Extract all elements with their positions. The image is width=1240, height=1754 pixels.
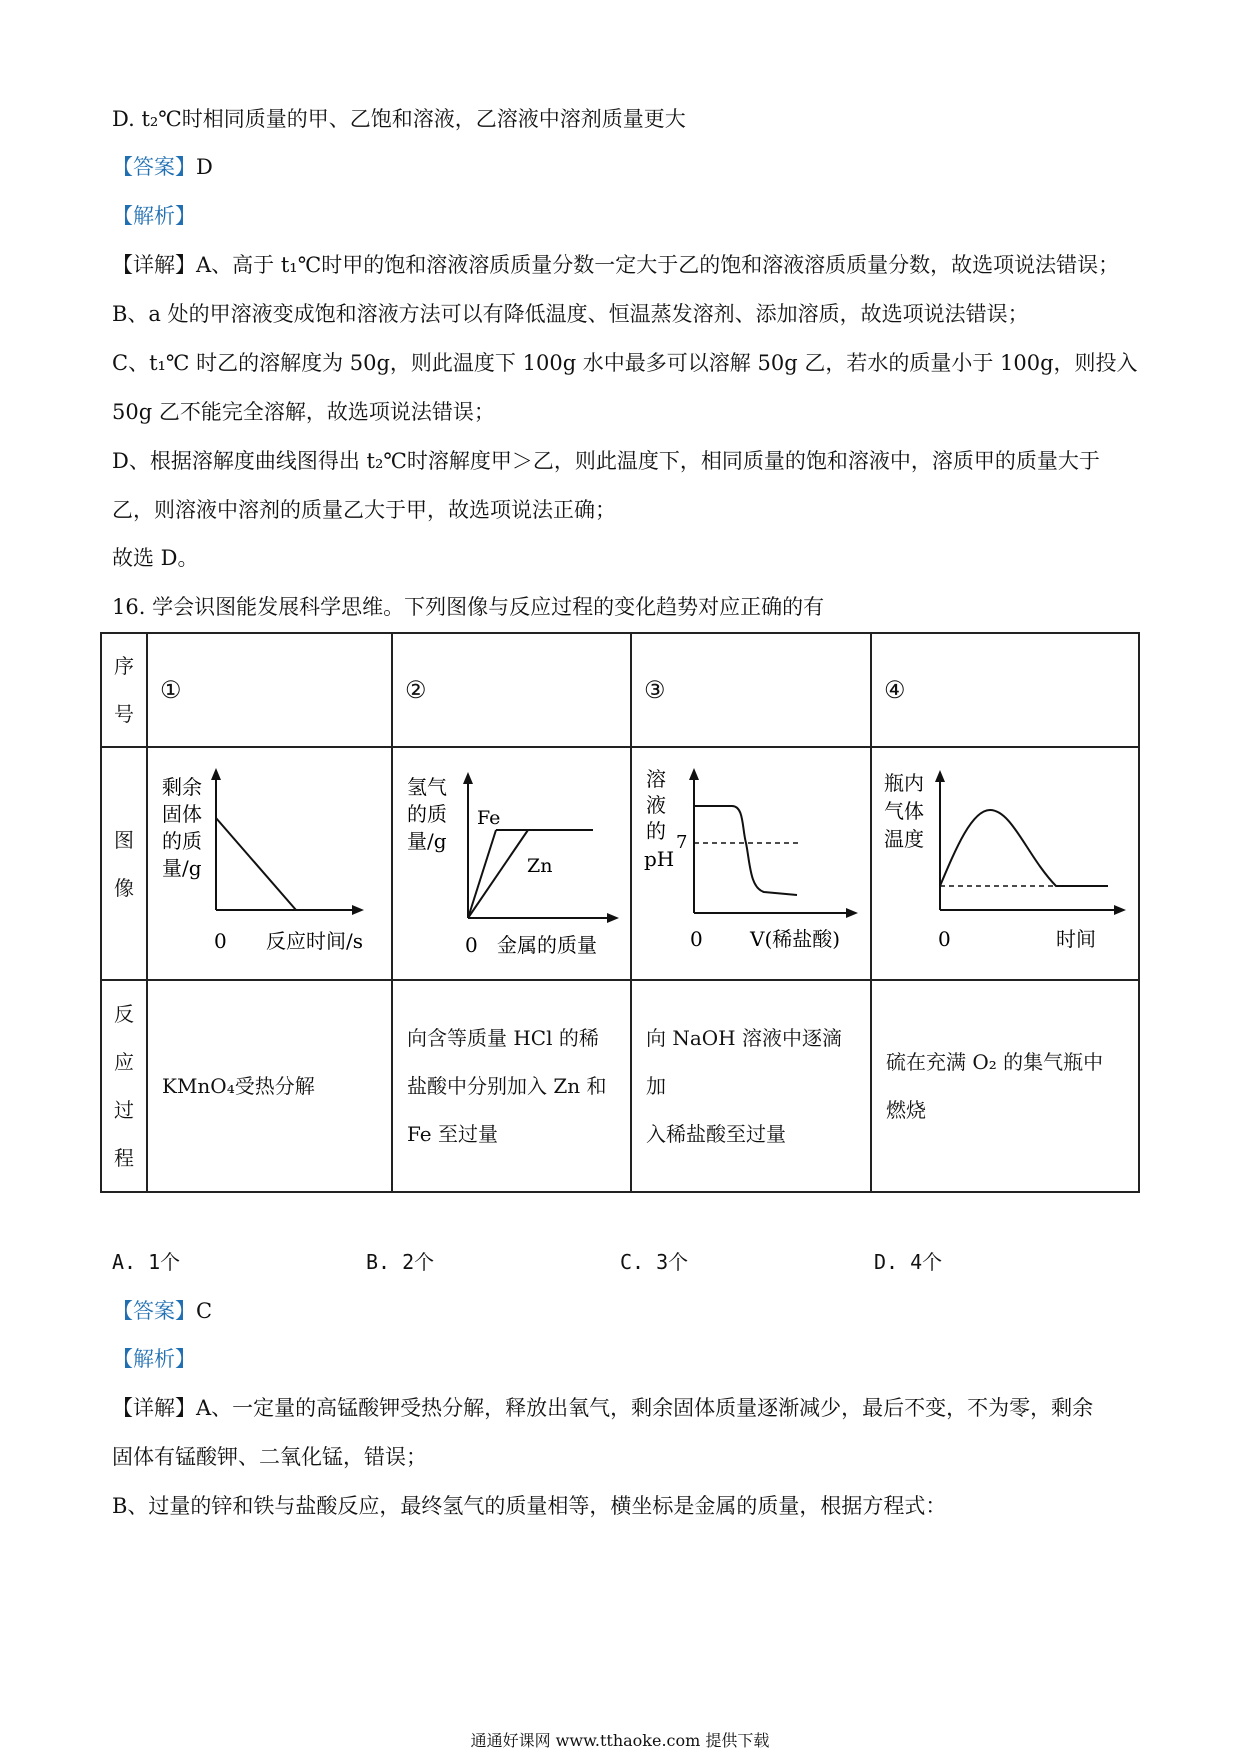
graph-3-xlabel: V(稀盐酸) <box>750 927 841 951</box>
graph-3-ylabel-1: 溶 <box>646 767 666 791</box>
process-3: 向 NaOH 溶液中逐滴加 入稀盐酸至过量 <box>631 980 871 1192</box>
graph-2-origin: 0 <box>465 933 478 957</box>
row-label-process: 反 应 过 程 <box>101 980 147 1192</box>
graph-3-origin: 0 <box>690 927 703 951</box>
answer-line-2 <box>112 1296 212 1326</box>
graph-3-y-arrow <box>689 768 699 780</box>
row-label-image: 图 像 <box>101 747 147 980</box>
graph-2-ylabel-3: 量/g <box>407 829 447 853</box>
detail-b: B、a 处的甲溶液变成饱和溶液方法可以有降低温度、恒温蒸发溶剂、添加溶质，故选项说法错误； <box>112 302 1029 326</box>
choice-d: D. 4个 <box>874 1250 943 1274</box>
graph-3-cell <box>631 747 871 980</box>
analysis-label: 【解析】 <box>112 204 196 228</box>
graph-2-fe-line <box>468 830 496 918</box>
graph-3-ylabel-4: pH <box>644 847 675 871</box>
process-4: 硫在充满 O₂ 的集气瓶中 燃烧 <box>871 980 1139 1192</box>
page-footer: 通通好课网 www.tthaoke.com 提供下载 <box>470 1731 770 1750</box>
graph-2 <box>393 748 630 974</box>
graph-3-ylabel-3: 的 <box>646 819 666 843</box>
graph-1-xlabel: 反应时间/s <box>266 929 364 953</box>
detail-2-a-line2: 固体有锰酸钾、二氧化锰，错误； <box>112 1445 427 1469</box>
detail-d-line2: 乙，则溶液中溶剂的质量乙大于甲，故选项说法正确； <box>112 498 616 522</box>
graph-4-cell <box>871 747 1139 980</box>
graph-3-x-arrow <box>846 908 858 918</box>
graph-2-zn-label: Zn <box>527 855 553 877</box>
graph-1-cell <box>147 747 392 980</box>
number-4: ④ <box>871 633 1139 747</box>
graph-2-ylabel-2: 的质 <box>407 802 447 826</box>
question-stem: 16. 学会识图能发展科学思维。下列图像与反应过程的变化趋势对应正确的有 <box>112 595 825 619</box>
graph-1-ylabel-4: 量/g <box>162 856 202 880</box>
analysis-label-2: 【解析】 <box>112 1347 196 1371</box>
graph-3-ylabel-2: 液 <box>646 793 666 817</box>
number-2: ② <box>392 633 631 747</box>
answer-label: 【答案】 <box>112 155 196 179</box>
detail-c-line2: 50g 乙不能完全溶解，故选项说法错误； <box>112 400 495 424</box>
graph-1-ylabel-2: 固体 <box>162 802 202 826</box>
graph-2-y-arrow <box>463 772 473 784</box>
number-3: ③ <box>631 633 871 747</box>
number-1: ① <box>147 633 392 747</box>
graph-2-cell <box>392 747 631 980</box>
graph-1-y-arrow <box>211 768 221 780</box>
graph-1-x-arrow <box>352 905 364 915</box>
question-table <box>100 632 1140 1193</box>
process-1: KMnO₄受热分解 <box>147 980 392 1192</box>
detail-2-b: B、过量的锌和铁与盐酸反应，最终氢气的质量相等，横坐标是金属的质量，根据方程式： <box>112 1494 947 1518</box>
graph-4-x-arrow <box>1114 905 1126 915</box>
graph-4-origin: 0 <box>938 927 951 951</box>
row-sequence <box>101 633 1139 747</box>
conclusion: 故选 D。 <box>112 546 199 570</box>
choice-c: C. 3个 <box>620 1250 689 1274</box>
graph-1 <box>148 748 391 974</box>
graph-4-y-arrow <box>935 770 945 782</box>
graph-2-xlabel: 金属的质量 <box>497 933 597 957</box>
graph-3-tick-7: 7 <box>676 832 688 853</box>
row-process <box>101 980 1139 1192</box>
graph-4-ylabel-2: 气体 <box>884 799 924 823</box>
graph-3-curve <box>694 806 797 895</box>
graph-2-zn-line <box>468 830 528 918</box>
graph-4-ylabel-1: 瓶内 <box>884 771 924 795</box>
graph-4-ylabel-3: 温度 <box>884 827 924 851</box>
graph-1-origin: 0 <box>214 929 227 953</box>
choice-b: B. 2个 <box>366 1250 435 1274</box>
graph-4-curve <box>940 810 1108 886</box>
graph-3 <box>632 748 870 974</box>
answer-label-2: 【答案】 <box>112 1299 196 1323</box>
detail-d-line1: D、根据溶解度曲线图得出 t₂℃时溶解度甲＞乙，则此温度下，相同质量的饱和溶液中，溶质甲的质量大于 <box>112 449 1100 473</box>
graph-4-xlabel: 时间 <box>1056 927 1096 951</box>
graph-2-ylabel-1: 氢气 <box>407 775 447 799</box>
graph-1-ylabel-1: 剩余 <box>162 775 202 799</box>
graph-1-curve <box>216 818 296 910</box>
graph-2-fe-label: Fe <box>477 807 501 829</box>
detail-2-a-line1: 【详解】A、一定量的高锰酸钾受热分解，释放出氧气，剩余固体质量逐渐减少，最后不变，不为零，剩余 <box>112 1396 1094 1420</box>
choice-a: A. 1个 <box>112 1250 181 1274</box>
answer-line <box>112 152 213 182</box>
answer-value: D <box>196 155 213 179</box>
graph-2-x-arrow <box>607 913 619 923</box>
graph-1-ylabel-3: 的质 <box>162 829 202 853</box>
process-2: 向含等质量 HCl 的稀 盐酸中分别加入 Zn 和 Fe 至过量 <box>392 980 631 1192</box>
option-d-text: D. t₂℃时相同质量的甲、乙饱和溶液，乙溶液中溶剂质量更大 <box>112 107 686 131</box>
detail-c-line1: C、t₁℃ 时乙的溶解度为 50g，则此温度下 100g 水中最多可以溶解 50g 乙，若水的质量小于 100g，则投入 <box>112 351 1138 375</box>
answer-value-2: C <box>196 1299 213 1323</box>
detail-a: 【详解】A、高于 t₁℃时甲的饱和溶液溶质质量分数一定大于乙的饱和溶液溶质质量分数，故选项说法错误； <box>112 253 1120 277</box>
row-label-seq: 序 号 <box>101 633 147 747</box>
row-graphs <box>101 747 1139 980</box>
graph-4 <box>872 748 1138 974</box>
